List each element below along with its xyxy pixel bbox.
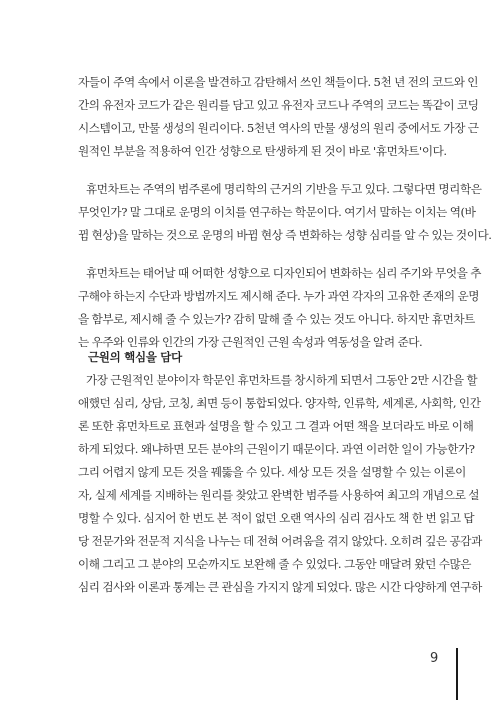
body-text-line: 당 전문가와 전문적 지식을 나누는 데 전혀 어려움을 겪지 않았다. 오히려 깊은 공감과 — [78, 534, 482, 548]
body-text-line: 그리 어렵지 않게 모든 것을 꿰뚫을 수 있다. 세상 모든 것을 설명할 수 있는 이론이 — [78, 465, 466, 479]
body-text-line: 을 함부로, 제시해 줄 수 있는가? 감히 말해 줄 수 있는 것도 아니다. 하지만 휴먼차트 — [78, 312, 475, 326]
body-text-line: 는 우주와 인류와 인간의 가장 근원적인 근원 속성과 역동성을 알려 준다. — [78, 335, 423, 349]
section-heading: 근원의 핵심을 담다 — [88, 350, 182, 364]
body-text-line: 자들이 주역 속에서 이론을 발견하고 감탄해서 쓰인 책들이다. 5천 년 전의 코드와 인 — [78, 75, 479, 89]
body-text-line: 무엇인가? 말 그대로 운명의 이치를 연구하는 학문이다. 여기서 말하는 이치는 역(바 — [78, 205, 476, 219]
body-text-line: 시스템이고, 만물 생성의 원리이다. 5천년 역사의 만물 생성의 원리 중에서도 가장 근 — [78, 121, 479, 135]
body-text-line: 원적인 부분을 적용하여 인간 성향으로 탄생하게 된 것이 바로 '휴먼차트'이다. — [78, 144, 447, 158]
body-text-line: 애했던 심리, 상담, 코칭, 최면 등이 통합되었다. 양자학, 인류학, 세계론, 사회학, 인간 — [78, 396, 481, 410]
body-text-line: 이해 그리고 그 분야의 모순까지도 보완해 줄 수 있었다. 그동안 매달려 왔던 수많은 — [78, 557, 472, 571]
margin-rule — [456, 648, 458, 700]
body-text-line: 간의 유전자 코드가 같은 원리를 담고 있고 유전자 코드나 주역의 코드는 똑같이 코딩 — [78, 98, 479, 112]
body-text-line: 뀜 현상)을 말하는 것으로 운명의 바뀜 현상 즉 변화하는 성향 심리를 알 수 있는 것이다. — [78, 228, 492, 242]
body-text-line: 휴먼차트는 주역의 범주론에 명리학의 근거의 기반을 두고 있다. 그렇다면 명리학은 — [86, 182, 482, 196]
page-number: 9 — [430, 651, 439, 666]
body-text-line: 론 또한 휴먼차트로 표현과 설명을 할 수 있고 그 결과 어떤 책을 보더라도 바로 이해 — [78, 419, 474, 433]
body-text-line: 휴먼차트는 태어날 때 어떠한 성향으로 디자인되어 변화하는 심리 주기와 무엇을 추 — [86, 266, 482, 280]
body-text-line: 하게 되었다. 왜냐하면 모든 분야의 근원이기 때문이다. 과연 이러한 일이 가능한가? — [78, 442, 475, 456]
body-text-line: 구해야 하는지 수단과 방법까지도 제시해 준다. 누가 과연 각자의 고유한 존재의 운명 — [78, 289, 480, 303]
body-text-line: 심리 검사와 이론과 통계는 큰 관심을 가지지 않게 되었다. 많은 시간 다양하게 연구하 — [78, 580, 482, 594]
body-text-line: 자, 실제 세계를 지배하는 원리를 찾았고 완벽한 범주를 사용하여 최고의 개념으로 설 — [78, 488, 480, 502]
body-text-line: 명할 수 있다. 심지어 한 번도 본 적이 없던 오랜 역사의 심리 검사도 책 한 번 읽고 답 — [78, 511, 475, 525]
body-text-line: 가장 근원적인 분야이자 학문인 휴먼차트를 창시하게 되면서 그동안 2만 시간을 할 — [86, 373, 478, 387]
